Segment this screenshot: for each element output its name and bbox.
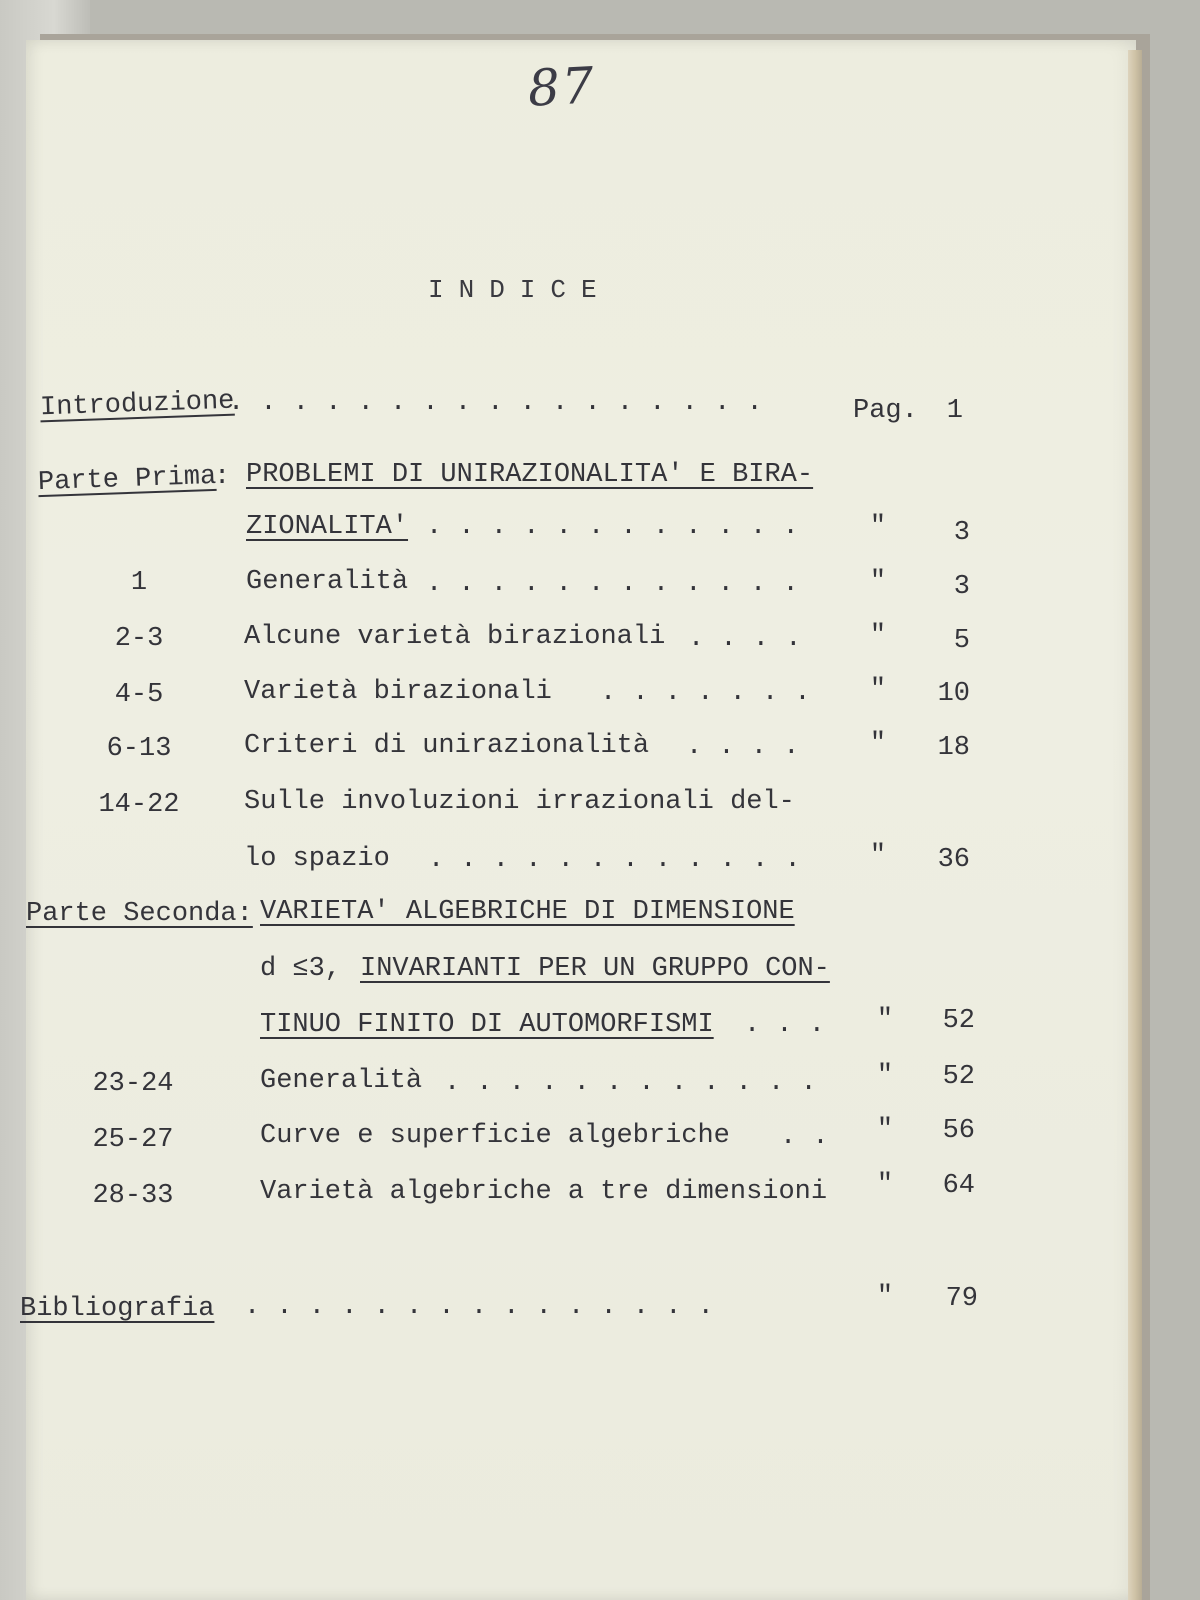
parte-prima-title-line2: ZIONALITA' bbox=[246, 512, 409, 542]
intro-label: Introduzione bbox=[39, 386, 235, 424]
sec-6-13-page: 18 bbox=[937, 733, 970, 763]
sec-1-num: 1 bbox=[130, 568, 148, 598]
parte-seconda-title-line2-prefix: d ≤3, bbox=[260, 954, 342, 984]
sec-23-24-label: Generalità bbox=[260, 1066, 423, 1096]
parte-seconda-ditto: " bbox=[876, 1005, 894, 1035]
sec-28-33-ditto: " bbox=[876, 1170, 894, 1200]
sec-1-dots: . . . . . . . . . . . . bbox=[426, 569, 799, 599]
intro-pag-label: Pag. bbox=[853, 396, 918, 426]
sec-25-27-dots: . . bbox=[780, 1122, 829, 1152]
sec-2-3-label: Alcune varietà birazionali bbox=[244, 622, 666, 652]
sec-2-3-dots: . . . . bbox=[688, 624, 802, 654]
parte-prima-colon: : bbox=[214, 462, 231, 492]
sec-1-ditto: " bbox=[869, 567, 887, 597]
parte-prima-label: Parte Prima bbox=[37, 461, 217, 499]
sec-6-13-ditto: " bbox=[869, 729, 887, 759]
sec-14-22-dots: . . . . . . . . . . . . bbox=[428, 845, 801, 875]
bibliografia-dots: . . . . . . . . . . . . . . . bbox=[244, 1292, 714, 1322]
page-edge bbox=[1128, 50, 1142, 1600]
parte-seconda-label: Parte Seconda: bbox=[26, 899, 253, 929]
sec-23-24-num: 23-24 bbox=[92, 1069, 174, 1099]
parte-prima-page: 3 bbox=[953, 518, 970, 548]
sec-6-13-label: Criteri di unirazionalità bbox=[244, 731, 650, 761]
sec-28-33-page: 64 bbox=[942, 1171, 975, 1201]
sec-25-27-ditto: " bbox=[876, 1115, 894, 1145]
sec-23-24-ditto: " bbox=[876, 1061, 894, 1091]
sec-4-5-label: Varietà birazionali bbox=[244, 677, 552, 707]
sec-4-5-dots: . . . . . . . bbox=[600, 678, 811, 708]
sec-4-5-ditto: " bbox=[869, 675, 887, 705]
intro-dots: . . . . . . . . . . . . . . . . . bbox=[228, 388, 763, 418]
sec-14-22-num: 14-22 bbox=[98, 790, 180, 820]
sec-23-24-page: 52 bbox=[942, 1062, 975, 1092]
parte-seconda-page: 52 bbox=[942, 1006, 975, 1036]
sec-28-33-num: 28-33 bbox=[92, 1181, 174, 1211]
sec-14-22-label-line1: Sulle involuzioni irrazionali del- bbox=[244, 787, 795, 817]
parte-seconda-dots: . . . bbox=[744, 1010, 826, 1040]
sec-6-13-dots: . . . . bbox=[686, 732, 800, 762]
sec-25-27-page: 56 bbox=[942, 1116, 975, 1146]
sec-14-22-page: 36 bbox=[937, 845, 970, 875]
parte-prima-ditto: " bbox=[869, 512, 887, 542]
sec-4-5-num: 4-5 bbox=[114, 680, 164, 710]
sec-28-33-label: Varietà algebriche a tre dimensioni bbox=[260, 1177, 828, 1207]
sec-23-24-dots: . . . . . . . . . . . . bbox=[444, 1068, 817, 1098]
parte-prima-dots: . . . . . . . . . . . . bbox=[426, 512, 799, 542]
intro-page: 1 bbox=[946, 396, 963, 426]
sec-14-22-label-line2: lo spazio bbox=[244, 844, 390, 874]
sec-25-27-label: Curve e superficie algebriche bbox=[260, 1121, 730, 1151]
handwritten-page-number: 87 bbox=[526, 56, 598, 118]
bibliografia-label: Bibliografia bbox=[20, 1294, 215, 1324]
sec-14-22-ditto: " bbox=[869, 841, 887, 871]
sec-1-page: 3 bbox=[953, 572, 970, 602]
sec-25-27-num: 25-27 bbox=[92, 1125, 174, 1155]
parte-seconda-title-line3: TINUO FINITO DI AUTOMORFISMI bbox=[260, 1010, 714, 1040]
sec-6-13-num: 6-13 bbox=[106, 734, 172, 764]
sec-2-3-ditto: " bbox=[869, 621, 887, 651]
sec-2-3-num: 2-3 bbox=[114, 624, 164, 654]
parte-prima-title-line1: PROBLEMI DI UNIRAZIONALITA' E BIRA- bbox=[246, 460, 814, 490]
parte-seconda-title-line1: VARIETA' ALGEBRICHE DI DIMENSIONE bbox=[260, 897, 795, 927]
index-title: INDICE bbox=[428, 275, 612, 305]
sec-1-label: Generalità bbox=[246, 567, 409, 597]
bibliografia-page: 79 bbox=[945, 1284, 978, 1314]
bibliografia-ditto: " bbox=[876, 1282, 894, 1312]
parte-seconda-title-line2: INVARIANTI PER UN GRUPPO CON- bbox=[360, 954, 830, 984]
sec-4-5-page: 10 bbox=[937, 679, 970, 709]
sec-2-3-page: 5 bbox=[953, 626, 970, 656]
